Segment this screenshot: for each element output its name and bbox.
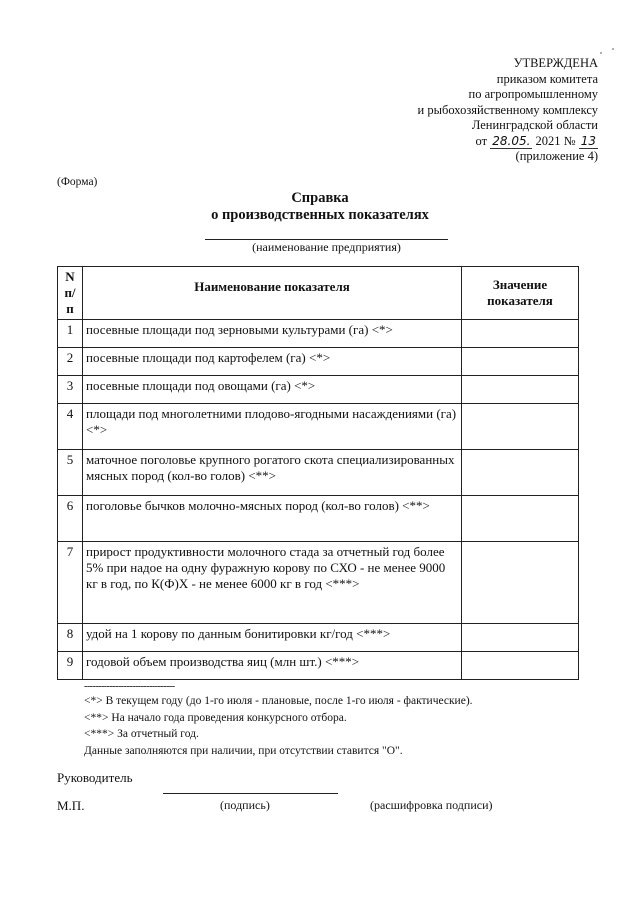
scan-speck (600, 52, 602, 54)
table-row (58, 376, 579, 404)
table-row (58, 542, 579, 624)
row-indicator-name: посевные площади под овощами (га) <*> (83, 376, 462, 404)
row-number: 1 (58, 320, 83, 348)
row-number: 7 (58, 542, 83, 624)
row-value-cell[interactable] (462, 496, 579, 542)
approval-date-line (418, 134, 598, 150)
row-indicator-name: посевные площади под зерновыми культурами (га) <*> (83, 320, 462, 348)
approval-block (418, 56, 598, 165)
row-number: 4 (58, 404, 83, 450)
row-number: 9 (58, 652, 83, 680)
year-text: 2021 № (535, 133, 576, 148)
table-row (58, 624, 579, 652)
row-value-cell[interactable] (462, 348, 579, 376)
row-indicator-name: посевные площади под картофелем (га) <*> (83, 348, 462, 376)
date-handwritten: 28.05. (492, 133, 531, 148)
row-indicator-name: удой на 1 корову по данным бонитировки кг/год <***> (83, 624, 462, 652)
indicators-table (57, 266, 579, 680)
footnote-2: <**> На начало года проведения конкурсного отбора. (84, 711, 347, 724)
approval-line-2: по агропромышленному (468, 87, 598, 101)
table-row (58, 450, 579, 496)
row-value-cell[interactable] (462, 376, 579, 404)
table-row (58, 652, 579, 680)
date-prefix: от (475, 133, 488, 148)
header-number: N п/п (58, 267, 83, 320)
signature-line (163, 793, 338, 794)
row-indicator-name: годовой объем производства яиц (млн шт.) <***> (83, 652, 462, 680)
footnote-1: <*> В текущем году (до 1-го июля - плановые, после 1-го июля - фактические). (84, 695, 473, 707)
organization-caption: (наименование предприятия) (252, 240, 401, 254)
row-indicator-name: маточное поголовье крупного рогатого скота специализированных мясных пород (кол-во голов) <**> (83, 450, 462, 496)
row-indicator-name: площади под многолетними плодово-ягодными насаждениями (га) <*> (83, 404, 462, 450)
row-number: 5 (58, 450, 83, 496)
table-row (58, 496, 579, 542)
footnotes (84, 693, 473, 759)
approval-heading: УТВЕРЖДЕНА (513, 56, 598, 70)
appendix-label: (приложение 4) (515, 149, 598, 163)
stamp-label: М.П. (57, 798, 85, 813)
signature-decoding-caption: (расшифровка подписи) (370, 798, 493, 812)
table-row (58, 348, 579, 376)
row-value-cell[interactable] (462, 624, 579, 652)
row-number: 3 (58, 376, 83, 404)
approval-line-1: приказом комитета (496, 71, 598, 86)
table-header-row (58, 267, 579, 320)
row-number: 6 (58, 496, 83, 542)
header-indicator-value: Значение показателя (462, 267, 579, 320)
row-value-cell[interactable] (462, 404, 579, 450)
table-row (58, 404, 579, 450)
form-label: (Форма) (57, 176, 98, 188)
approval-line-4: Ленинградской области (471, 118, 598, 132)
row-value-cell[interactable] (462, 450, 579, 496)
order-number-handwritten: 13 (580, 133, 596, 148)
document-title: Справка (291, 190, 349, 206)
scan-speck (612, 48, 614, 50)
footnote-4: Данные заполняются при наличии, при отсутствии ставится "О". (84, 744, 403, 757)
row-indicator-name: прирост продуктивности молочного стада за отчетный год более 5% при надое на одну фуражную корову по СХО - не менее 9000 кг в год, по К(Ф)Х - не менее 6000 кг в год <***> (83, 542, 462, 624)
head-label: Руководитель (57, 770, 133, 785)
approval-line-3: и рыбохозяйственному комплексу (417, 102, 598, 117)
row-value-cell[interactable] (462, 542, 579, 624)
row-indicator-name: поголовье бычков молочно-мясных пород (кол-во голов) <**> (83, 496, 462, 542)
header-indicator-name: Наименование показателя (83, 267, 462, 320)
table-row (58, 320, 579, 348)
row-number: 2 (58, 348, 83, 376)
footnote-3: <***> За отчетный год. (84, 728, 199, 740)
row-value-cell[interactable] (462, 320, 579, 348)
document-subtitle: о производственных показателях (211, 207, 429, 223)
row-value-cell[interactable] (462, 652, 579, 680)
footnote-separator: -------------------------------- (84, 681, 175, 692)
row-number: 8 (58, 624, 83, 652)
signature-caption: (подпись) (220, 798, 270, 812)
